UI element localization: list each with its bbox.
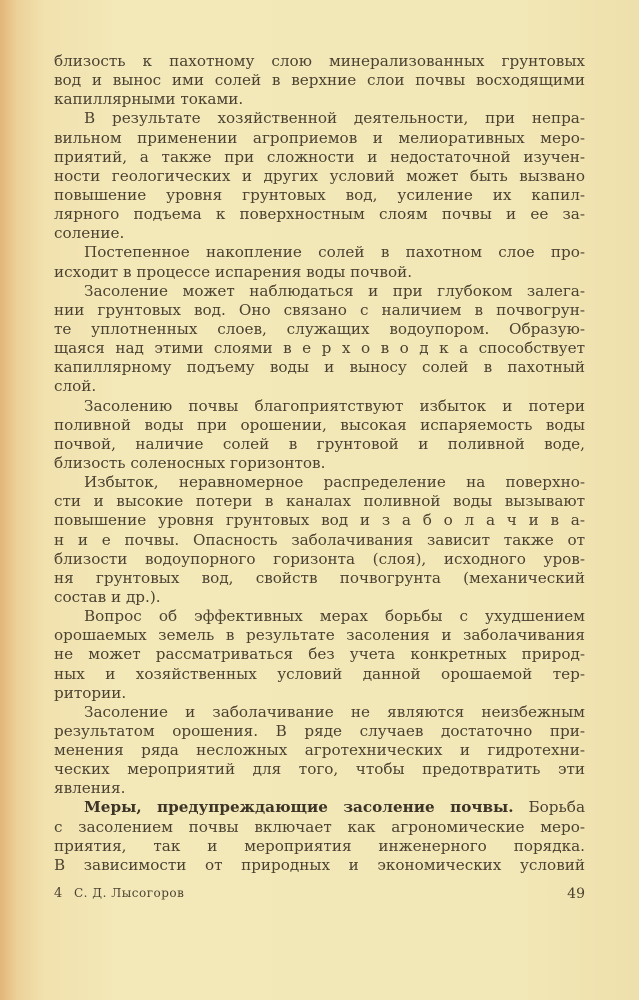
text-line: явления. — [54, 779, 126, 798]
text-line: Вопрос об эффективных мерах борьбы с ухудшением — [84, 607, 585, 626]
text-line: близость соленосных горизонтов. — [54, 453, 326, 472]
text-line: почвой, наличие солей в грунтовой и поливной воде, — [54, 434, 585, 453]
paragraph — [54, 607, 585, 703]
text-line: не может рассматриваться без учета конкретных природ- — [54, 645, 585, 664]
text-line: близость к пахотному слою минерализованных грунтовых — [54, 52, 585, 70]
text-line: В результате хозяйственной деятельности, при непра- — [84, 109, 585, 128]
page-footer — [54, 886, 585, 906]
text-line: сти и высокие потери в каналах поливной воды вызывают — [54, 492, 585, 511]
text-line: Засоление может наблюдаться и при глубоком залега- — [84, 281, 585, 300]
text-line: соление. — [54, 224, 125, 243]
text-line: с засолением почвы включает как агрономические меро- — [54, 817, 585, 836]
text-line: Засолению почвы благоприятствуют избыток и потери — [84, 396, 585, 415]
text-line: поливной воды при орошении, высокая испаряемость воды — [54, 415, 585, 434]
text-line: те уплотненных слоев, служащих водоупором. Образую- — [54, 319, 585, 338]
text-line: Засоление и заболачивание не являются неизбежным — [84, 702, 585, 721]
paragraph — [54, 798, 585, 875]
text-line: В зависимости от природных и экономических условий — [54, 855, 585, 874]
signature-mark: 4 — [54, 886, 63, 901]
page-number: 49 — [567, 886, 585, 902]
paragraph — [54, 52, 585, 109]
paragraph — [54, 243, 585, 281]
text-line: результатом орошения. В ряде случаев достаточно при- — [54, 721, 585, 740]
footer-author: С. Д. Лысогоров — [74, 886, 185, 900]
text-line: лярного подъема к поверхностным слоям почвы и ее за- — [54, 205, 585, 224]
paragraph — [54, 703, 585, 799]
text-run: Борьба — [513, 798, 585, 817]
text-line: ности геологических и других условий может быть вызвано — [54, 166, 585, 185]
paragraph — [54, 282, 585, 397]
text-line: приятия, так и мероприятия инженерного порядка. — [54, 836, 585, 855]
paragraph — [54, 109, 585, 243]
text-line: исходит в процессе испарения воды почвой. — [54, 262, 413, 281]
text-line: Постепенное накопление солей в пахотном слое про- — [84, 243, 585, 262]
text-line: близости водоупорного горизонта (слоя), исходного уров- — [54, 549, 585, 568]
text-line: вод и вынос ими солей в верхние слои почвы восходящими — [54, 71, 585, 90]
text-line: повышение уровня грунтовых вод, усиление их капил- — [54, 185, 585, 204]
text-line: ных и хозяйственных условий данной орошаемой тер- — [54, 664, 585, 683]
text-line — [54, 798, 585, 817]
section-heading: Меры, предупреждающие засоление почвы. — [84, 798, 514, 817]
text-line: менения ряда несложных агротехнических и гидротехни- — [54, 741, 585, 760]
text-line: капиллярному подъему воды и выносу солей в пахотный — [54, 358, 585, 377]
text-line: капиллярными токами. — [54, 90, 244, 109]
text-line: ня грунтовых вод, свойств почвогрунта (механический — [54, 568, 585, 587]
paragraph — [54, 473, 585, 607]
text-line: Избыток, неравномерное распределение на поверхно- — [84, 473, 585, 492]
text-line: состав и др.). — [54, 587, 161, 606]
text-line: слой. — [54, 377, 97, 396]
text-line: орошаемых земель в результате засоления и заболачивания — [54, 626, 585, 645]
text-line: ческих мероприятий для того, чтобы предотвратить эти — [54, 760, 585, 779]
text-line: повышение уровня грунтовых вод и з а б о л а ч и в а- — [54, 511, 585, 530]
text-line: приятий, а также при сложности и недостаточной изучен- — [54, 147, 585, 166]
text-line: нии грунтовых вод. Оно связано с наличием в почвогрун- — [54, 300, 585, 319]
paragraph — [54, 397, 585, 474]
page-body — [54, 52, 585, 875]
text-line: ритории. — [54, 683, 127, 702]
text-line: щаяся над этими слоями в е р х о в о д к а способствует — [54, 339, 585, 358]
text-line: н и е почвы. Опасность заболачивания зависит также от — [54, 530, 585, 549]
text-line: вильном применении агроприемов и мелиоративных меро- — [54, 128, 585, 147]
